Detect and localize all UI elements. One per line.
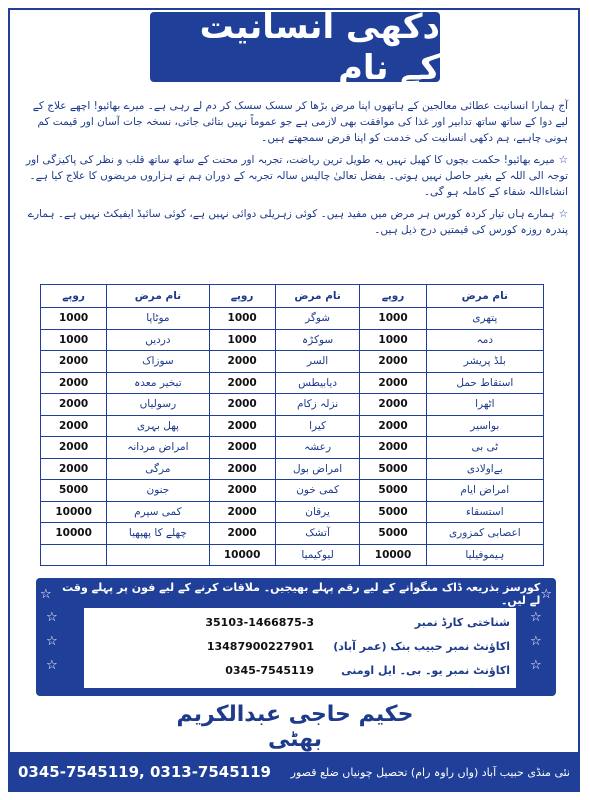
table-row xyxy=(41,544,544,566)
table-row xyxy=(41,437,544,459)
price-cell: 1000 xyxy=(209,329,275,351)
price-cell: 2000 xyxy=(209,437,275,459)
price-cell: 2000 xyxy=(41,437,107,459)
disease-cell: نزلہ زکام xyxy=(275,394,360,416)
price-cell: 2000 xyxy=(209,480,275,502)
star-icon: ☆ xyxy=(540,586,552,602)
price-cell: 2000 xyxy=(209,501,275,523)
price-cell: 10000 xyxy=(360,544,426,566)
disease-cell: کیرا xyxy=(275,415,360,437)
star-icon: ☆ xyxy=(40,586,52,602)
disease-cell: چھلے کا پھپھیا xyxy=(107,523,209,545)
intro-paragraph: ☆ہمارے ہاں تیار کردہ کورس ہر مرض میں مفید ہیں۔ کوئی زہریلی دوائی نہیں ہے، کوئی سائیڈ ایفیکٹ نہیں ہے۔ ہمارے پندرہ روزہ کورس کی قیمتیں درج ذیل ہیں۔ xyxy=(27,208,568,236)
disease-cell: ٹی بی xyxy=(426,437,543,459)
notice xyxy=(40,581,552,607)
footer xyxy=(8,752,580,792)
price-cell: 2000 xyxy=(209,372,275,394)
table-row xyxy=(41,415,544,437)
price-cell: 2000 xyxy=(360,394,426,416)
col-header: روپے xyxy=(209,285,275,308)
price-cell: 5000 xyxy=(360,523,426,545)
table-row xyxy=(41,329,544,351)
account-row xyxy=(90,660,510,680)
account-value: 13487900227901 xyxy=(206,639,314,653)
price-cell: 1000 xyxy=(209,308,275,330)
footer-address: نئی منڈی حبیب آباد (واں راوہ رام) تحصیل چونیاں ضلع قصور xyxy=(290,765,570,779)
price-cell: 2000 xyxy=(209,394,275,416)
col-header: روپے xyxy=(360,285,426,308)
col-header: نام مرض xyxy=(107,285,209,308)
disease-cell: امراض بول xyxy=(275,458,360,480)
intro-paragraph: ☆میرے بھائیو! حکمت بچوں کا کھیل نہیں یہ طویل ترین ریاضت، تجربہ اور محنت کے ساتھ ساتھ قلب و نظر کی پاکیزگی اور توجہ الی اللہ کے بغیر حاصل نہیں ہوتی۔ بفضل تعالیٰ چالیس سالہ تجربہ کے دوران ہم نے ہزاروں مریضوں کا علاج کیا ہے۔ انشاءاللہ شفاء کے کاملہ ہو گی۔ xyxy=(26,154,568,198)
disease-cell: سوکڑہ xyxy=(275,329,360,351)
account-value: 0345-7545119 xyxy=(225,663,314,677)
account-label: شناختی کارڈ نمبر xyxy=(414,615,510,629)
price-cell: 2000 xyxy=(41,415,107,437)
disease-cell: آتشک xyxy=(275,523,360,545)
price-cell: 10000 xyxy=(41,501,107,523)
disease-cell: بواسیر xyxy=(426,415,543,437)
price-cell: 2000 xyxy=(209,415,275,437)
account-value: 35103-1466875-3 xyxy=(205,615,314,629)
disease-cell: شوگر xyxy=(275,308,360,330)
star-icon: ☆ xyxy=(530,634,542,649)
price-cell: 5000 xyxy=(360,480,426,502)
disease-cell: السر xyxy=(275,351,360,373)
disease-cell: بلڈ پریشر xyxy=(426,351,543,373)
table-header-row xyxy=(41,285,544,308)
notice-text: کورسز بذریعہ ڈاک منگوانے کے لیے رقم پہلے بھیجیں۔ ملاقات کرنے کے لیے فون پر پہلے وقت لے لیں۔ xyxy=(62,581,541,607)
price-cell: 5000 xyxy=(360,458,426,480)
price-cell: 1000 xyxy=(41,308,107,330)
account-label: اکاؤنٹ نمبر حبیب بنک (عمر آباد) xyxy=(333,639,510,653)
price-cell: 1000 xyxy=(360,308,426,330)
disease-cell: موٹاپا xyxy=(107,308,209,330)
disease-cell: یرقان xyxy=(275,501,360,523)
disease-cell xyxy=(107,544,209,566)
price-cell: 1000 xyxy=(360,329,426,351)
disease-cell: پتھری xyxy=(426,308,543,330)
disease-cell: دمہ xyxy=(426,329,543,351)
intro-paragraph: آج ہمارا انسانیت عطائی معالجین کے ہاتھوں اپنا مرض بڑھا کر سسک سسک کر دم لے رہی ہے۔ میرے بھائیو! اچھے علاج کے لیے دوا کے ساتھ ساتھ تدابیر اور غذا کی موافقت بھی لازمی ہے جو عموماً نہیں بتائی جاتی، نسخہ جات آسان اور قیمت کم ہونی چاہیے، ہم دکھی انسانیت کی خدمت کو اپنا فرض سمجھتے ہیں۔ xyxy=(32,100,568,144)
star-icon: ☆ xyxy=(46,658,58,673)
price-cell: 2000 xyxy=(41,394,107,416)
price-cell: 2000 xyxy=(360,437,426,459)
price-cell: 1000 xyxy=(41,329,107,351)
col-header: نام مرض xyxy=(426,285,543,308)
table-row xyxy=(41,501,544,523)
star-icon: ☆ xyxy=(46,610,58,625)
account-label: اکاؤنٹ نمبر یو۔ بی۔ ایل اومنی xyxy=(341,663,510,677)
disease-cell: سوزاک xyxy=(107,351,209,373)
disease-cell: دردیں xyxy=(107,329,209,351)
star-icon: ☆ xyxy=(558,208,568,220)
price-cell: 2000 xyxy=(209,523,275,545)
star-icon: ☆ xyxy=(558,154,568,166)
disease-cell: امراض ایام xyxy=(426,480,543,502)
price-cell: 2000 xyxy=(209,351,275,373)
star-icon: ☆ xyxy=(530,658,542,673)
disease-cell: استقاط حمل xyxy=(426,372,543,394)
disease-cell: تبخیر معدہ xyxy=(107,372,209,394)
price-cell: 5000 xyxy=(360,501,426,523)
table-row xyxy=(41,458,544,480)
disease-cell: استسقاء xyxy=(426,501,543,523)
price-cell: 10000 xyxy=(41,523,107,545)
disease-cell: ہیموفیلیا xyxy=(426,544,543,566)
disease-cell: رسولیاں xyxy=(107,394,209,416)
table-row xyxy=(41,480,544,502)
price-cell: 2000 xyxy=(360,415,426,437)
signature: حکیم حاجی عبدالکریم بھٹی xyxy=(176,702,414,752)
disease-cell: پھل بہری xyxy=(107,415,209,437)
disease-cell: اعصابی کمزوری xyxy=(426,523,543,545)
disease-cell: دیابیطس xyxy=(275,372,360,394)
price-cell: 2000 xyxy=(41,372,107,394)
account-row xyxy=(90,612,510,632)
disease-cell: بےاولادی xyxy=(426,458,543,480)
table-row xyxy=(41,372,544,394)
disease-cell: کمی سپرم xyxy=(107,501,209,523)
price-cell: 10000 xyxy=(209,544,275,566)
price-cell xyxy=(41,544,107,566)
disease-cell: لیوکیمیا xyxy=(275,544,360,566)
intro-text xyxy=(22,98,568,244)
disease-cell: مرگی xyxy=(107,458,209,480)
table-row xyxy=(41,394,544,416)
col-header: روپے xyxy=(41,285,107,308)
table-row xyxy=(41,308,544,330)
disease-cell: اٹھرا xyxy=(426,394,543,416)
star-icon: ☆ xyxy=(530,610,542,625)
star-icon: ☆ xyxy=(46,634,58,649)
table-row xyxy=(41,351,544,373)
disease-cell: کمی خون xyxy=(275,480,360,502)
table-row xyxy=(41,523,544,545)
footer-phones: 0345-7545119, 0313-7545119 xyxy=(18,763,271,781)
account-row xyxy=(90,636,510,656)
disease-cell: جنون xyxy=(107,480,209,502)
disease-cell: رعشہ xyxy=(275,437,360,459)
price-cell: 2000 xyxy=(209,458,275,480)
page-title: دکھی انسانیت کے نام xyxy=(150,12,440,82)
price-cell: 2000 xyxy=(360,372,426,394)
price-cell: 5000 xyxy=(41,480,107,502)
table-body xyxy=(41,308,544,566)
price-cell: 2000 xyxy=(41,458,107,480)
col-header: نام مرض xyxy=(275,285,360,308)
price-table xyxy=(40,284,544,566)
disease-cell: امراض مردانہ xyxy=(107,437,209,459)
price-cell: 2000 xyxy=(360,351,426,373)
price-cell: 2000 xyxy=(41,351,107,373)
